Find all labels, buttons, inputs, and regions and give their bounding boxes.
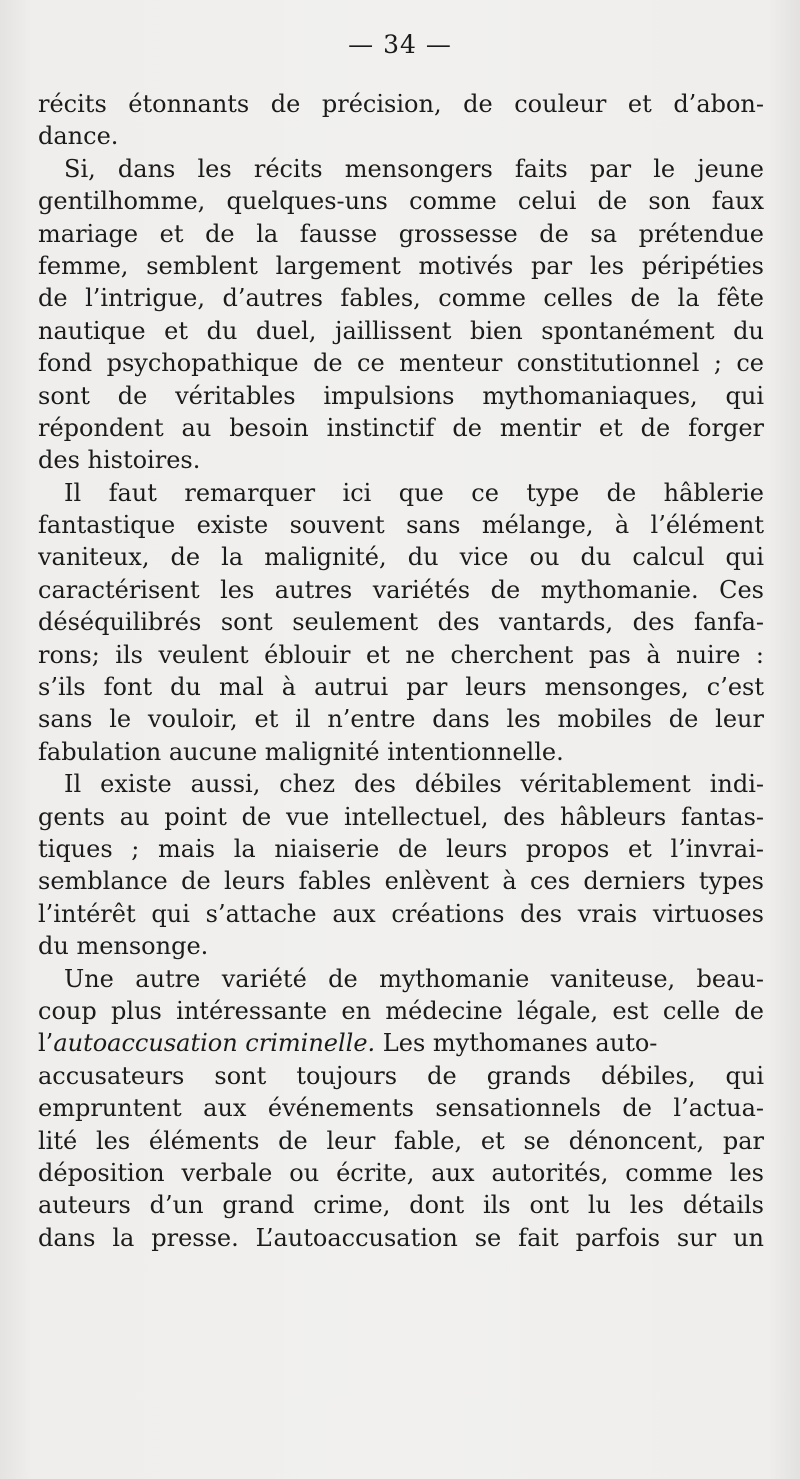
text-line: des histoires. <box>38 446 201 475</box>
text-line: récits étonnants de précision, de couleur et d’abon- <box>38 90 764 118</box>
text-line: Une autre variété de mythomanie vaniteuse, beau- <box>64 964 764 993</box>
apostrophe-prefix: l’ <box>38 1029 54 1058</box>
text-line <box>38 1027 764 1059</box>
text-line: fabulation aucune malignité intentionnelle. <box>38 737 564 766</box>
body-text <box>38 88 764 1254</box>
text-line: empruntent aux événements sensationnels de l’actua- <box>38 1094 764 1123</box>
text-line: Il existe aussi, chez des débiles véritablement indi- <box>64 770 764 799</box>
text-line: Il faut remarquer ici que ce type de hâblerie <box>64 478 764 507</box>
text-line: déposition verbale ou écrite, aux autorités, comme les <box>38 1158 764 1187</box>
text-line: accusateurs sont toujours de grands débiles, qui <box>38 1061 764 1090</box>
text-line: caractérisent les autres variétés de mythomanie. Ces <box>38 575 764 604</box>
text-line: nautique et du duel, jaillissent bien spontanément du <box>38 316 764 345</box>
text-line: gents au point de vue intellectuel, des hâbleurs fantas- <box>38 802 764 831</box>
text-line: Si, dans les récits mensongers faits par le jeune <box>64 154 764 183</box>
line-continuation: Les mythomanes auto- <box>375 1029 658 1058</box>
text-line: semblance de leurs fables enlèvent à ces derniers types <box>38 867 764 896</box>
text-line: mariage et de la fausse grossesse de sa prétendue <box>38 219 764 248</box>
text-line: tiques ; mais la niaiserie de leurs propos et l’invrai- <box>38 834 764 863</box>
text-line: lité les éléments de leur fable, et se dénoncent, par <box>38 1126 764 1155</box>
text-line: répondent au besoin instinctif de mentir et de forger <box>38 413 764 442</box>
text-line: gentilhomme, quelques-uns comme celui de son faux <box>38 187 764 216</box>
italic-term: autoaccusation criminelle. <box>53 1029 376 1058</box>
text-line: sont de véritables impulsions mythomaniaques, qui <box>38 381 764 410</box>
text-line: coup plus intéressante en médecine légale, est celle de <box>38 996 764 1025</box>
text-line: s’ils font du mal à autrui par leurs mensonges, c’est <box>38 673 764 702</box>
text-line: du mensonge. <box>38 932 209 961</box>
text-line: de l’intrigue, d’autres fables, comme celles de la fête <box>38 284 764 313</box>
text-line: vaniteux, de la malignité, du vice ou du calcul qui <box>38 543 764 572</box>
text-line: rons; ils veulent éblouir et ne cherchent pas à nuire : <box>38 640 764 669</box>
text-line: femme, semblent largement motivés par les péripéties <box>38 251 764 280</box>
text-line: fond psychopathique de ce menteur constitutionnel ; ce <box>38 349 764 378</box>
text-line: fantastique existe souvent sans mélange, à l’élément <box>38 511 764 540</box>
page-number: — 34 — <box>348 30 452 59</box>
text-line: déséquilibrés sont seulement des vantards, des fanfa- <box>38 608 764 637</box>
text-line: dance. <box>38 122 119 151</box>
text-line: auteurs d’un grand crime, dont ils ont lu les détails <box>38 1191 764 1220</box>
text-line: dans la presse. L’autoaccusation se fait parfois sur un <box>38 1223 764 1252</box>
text-line: l’intérêt qui s’attache aux créations des vrais virtuoses <box>38 899 764 928</box>
text-line: sans le vouloir, et il n’entre dans les mobiles de leur <box>38 705 764 734</box>
